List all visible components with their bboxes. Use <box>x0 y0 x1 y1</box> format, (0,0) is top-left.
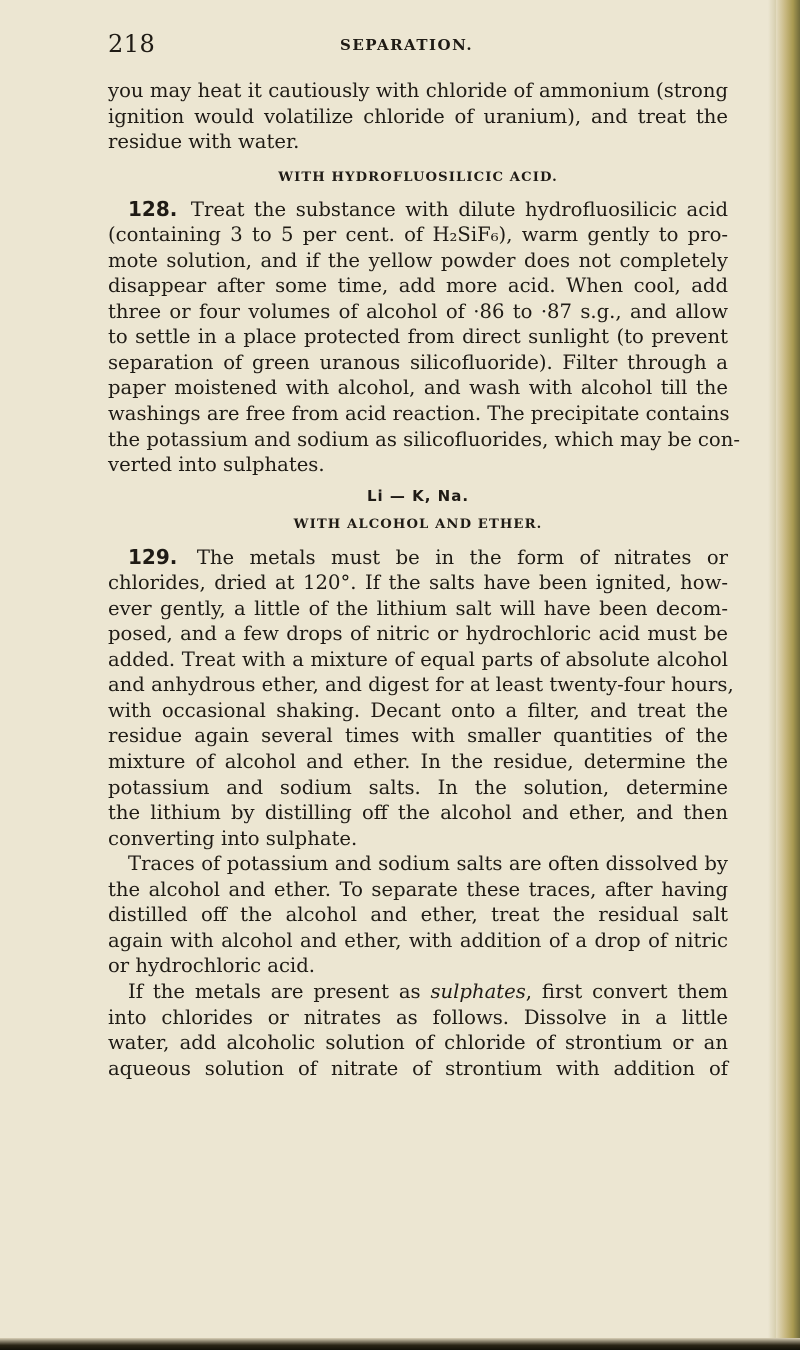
text-line: disappear after some time, add more acid. When cool, add <box>108 274 728 298</box>
text-line: mixture of alcohol and ether. In the residue, determine the <box>108 750 728 774</box>
running-title: SEPARATION. <box>340 36 474 54</box>
text-line: with occasional shaking. Decant onto a filter, and treat the <box>108 698 728 722</box>
text-line: the potassium and sodium as silicofluorides, which may be con- <box>108 427 740 451</box>
text-line: or hydrochloric acid. <box>108 954 315 978</box>
text-line: you may heat it cautiously with chloride of ammonium (strong <box>108 79 728 102</box>
text-line: (containing 3 to 5 per cent. of H₂SiF₆), warm gently to pro- <box>108 223 728 247</box>
text-line: residue again several times with smaller quantities of the <box>108 724 728 748</box>
paragraph-number: 129. <box>128 544 178 569</box>
text-line: distilled off the alcohol and ether, treat the residual salt <box>108 903 728 927</box>
paragraph-128 <box>108 196 740 478</box>
text-line: added. Treat with a mixture of equal parts of absolute alcohol <box>108 647 728 671</box>
text-line: washings are free from acid reaction. The precipitate contains <box>108 402 730 426</box>
text-line: ignition would volatilize chloride of uranium), and treat the <box>108 104 728 128</box>
text-line: potassium and sodium salts. In the solution, determine <box>108 775 728 799</box>
section-heading-hydrofluosilicic: WITH HYDROFLUOSILICIC ACID. <box>278 169 558 185</box>
text-line: mote solution, and if the yellow powder does not completely <box>108 248 728 272</box>
paragraph-traces <box>108 851 728 979</box>
text-line: aqueous solution of nitrate of strontium with addition of <box>108 1056 728 1080</box>
paragraph-number: 128. <box>128 196 178 221</box>
paragraph-129 <box>108 544 734 852</box>
text-line <box>108 197 728 223</box>
page-bottom-edge <box>0 1338 800 1350</box>
emphasis-sulphates: sulphates <box>430 979 526 1003</box>
text-line: again with alcohol and ether, with addition of a drop of nitric <box>108 928 728 952</box>
intro-paragraph <box>108 78 728 155</box>
text-line: posed, and a few drops of nitric or hydrochloric acid must be <box>108 622 728 646</box>
text-line: separation of green uranous silicofluoride). Filter through a <box>108 350 728 374</box>
page-number: 218 <box>108 30 156 58</box>
text-line: converting into sulphate. <box>108 826 358 850</box>
text-line: three or four volumes of alcohol of ·86 to ·87 s.g., and allow <box>108 299 728 323</box>
text-line: paper moistened with alcohol, and wash with alcohol till the <box>108 376 728 400</box>
text-line: water, add alcoholic solution of chloride of strontium or an <box>108 1031 728 1055</box>
text-line: the alcohol and ether. To separate these traces, after having <box>108 877 728 901</box>
text-line: chlorides, dried at 120°. If the salts have been ignited, how- <box>108 571 728 595</box>
body-text <box>108 78 740 1081</box>
text-line: ever gently, a little of the lithium salt will have been decom- <box>108 596 728 620</box>
page-edge-gradient <box>768 0 776 1350</box>
text-line: the lithium by distilling off the alcohol and ether, and then <box>108 801 728 825</box>
elements-heading: Li — K, Na. <box>366 486 470 505</box>
text-line: If the metals are present as sulphates, first convert them <box>128 979 728 1003</box>
paragraph-sulphates <box>108 979 728 1081</box>
text-line-content: Treat the substance with dilute hydrofluosilicic acid <box>190 197 729 221</box>
text-line <box>108 545 728 571</box>
text-line-content: The metals must be in the form of nitrates or <box>196 545 728 569</box>
page-edge-shadow <box>776 0 800 1350</box>
text-line: verted into sulphates. <box>108 453 325 477</box>
text-line: to settle in a place protected from direct sunlight (to prevent <box>108 325 728 349</box>
text-line: and anhydrous ether, and digest for at least twenty-four hours, <box>108 673 734 697</box>
page-header <box>108 30 718 60</box>
text-line: Traces of potassium and sodium salts are often dissolved by <box>128 852 728 876</box>
text-line: into chlorides or nitrates as follows. Dissolve in a little <box>108 1005 728 1029</box>
text-line: residue with water. <box>108 130 300 154</box>
section-heading-alcohol-ether: WITH ALCOHOL AND ETHER. <box>293 516 543 532</box>
